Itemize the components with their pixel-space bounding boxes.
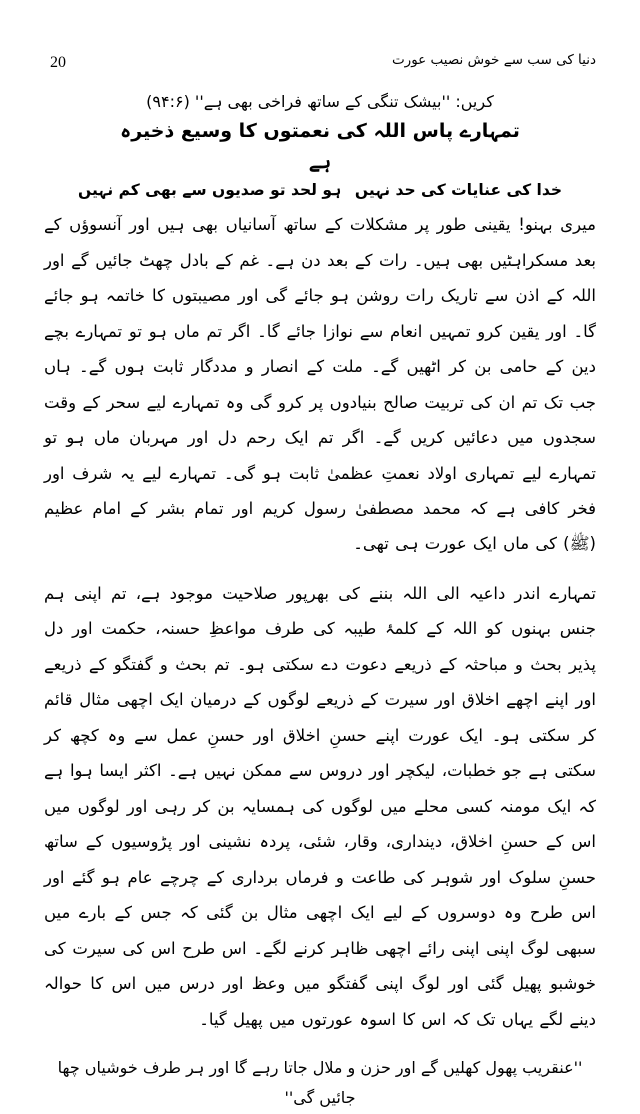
page-number: 20 [50, 54, 66, 71]
closing-quote: ''عنقریب پھول کھلیں گے اور حزن و ملال جاتا رہے گا اور ہر طرف خوشیاں چھا جائیں گی'' [57, 1058, 583, 1108]
page-header [44, 52, 596, 78]
section-heading-line-1: تمہارے پاس اللہ کی نعمتوں کا وسیع ذخیرہ [120, 120, 520, 143]
couplet-second-hemistich: ہو لحد تو صدیوں سے بھی کم نہیں [78, 181, 342, 200]
running-title: دنیا کی سب سے خوش نصیب عورت [391, 52, 596, 68]
paragraph-1: میری بہنو! یقینی طور پر مشکلات کے ساتھ آسانیاں بھی ہیں اور آنسوؤں کے بعد مسکراہٹیں بھی ہیں۔ رات کے بعد دن ہے۔ غم کے بادل چھٹ جائیں گے اور اللہ کے اذن سے تاریک رات روشن ہو جائے گی اور مصیبتوں کا خاتمہ ہو جائے گا۔ اور یقین کرو تمہیں انعام سے نوازا جائے گا۔ اگر تم ماں ہو تو تمہارے بچے دین کے حامی بن کر اٹھیں گے۔ ملت کے انصار و مددگار ثابت ہوں گے۔ ہاں جب تک تم ان کی تربیت صالح بنیادوں پر کرو گی وہ تمہارے لیے سحر کے وقت سجدوں میں دعائیں کریں گے۔ اگر تم ایک رحم دل اور مہربان ماں ہو تو تمہارے لیے تمہاری اولاد نعمتِ عظمیٰ ثابت ہو گی۔ تمہارے لیے یہ شرف اور فخر کافی ہے کہ محمد مصطفیٰ رسول کریم اور تمام بشر کے امام عظیم (ﷺ) کی ماں ایک عورت ہی تھی۔ [44, 215, 596, 554]
ayah-reference-line: کریں: ''بیشک تنگی کے ساتھ فراخی بھی ہے'' (۹۴:۶) [146, 92, 494, 111]
page-content [44, 88, 596, 1114]
section-heading-line-2: ہے [308, 150, 332, 173]
paragraph-2: تمہارے اندر داعیہ الی اللہ بننے کی بھرپور صلاحیت موجود ہے، تم اپنی ہم جنس بہنوں کو اللہ کے کلمۂ طیبہ کی طرف مواعظِ حسنہ، حکمت اور دل پذیر بحث و مباحثہ کے ذریعے دعوت دے سکتی ہو۔ تم بحث و گفتگو کے ذریعے اور اپنے اچھے اخلاق اور سیرت کے ذریعے لوگوں کے درمیان ایک اچھی مثال قائم کر سکتی ہو۔ ایک عورت اپنے حسنِ اخلاق اور حسنِ عمل سے وہ کچھ کر سکتی ہے جو خطبات، لیکچر اور دروس سے ممکن نہیں ہے۔ اکثر ایسا ہوا ہے کہ ایک مومنہ کسی محلے میں لوگوں کی ہمسایہ بن کر رہی اور لوگوں میں اس کے حسنِ اخلاق، دینداری، وقار، شئی، پردہ نشینی اور پڑوسیوں کے ساتھ حسنِ سلوک اور شوہر کی طاعت و فرماں برداری کے چرچے عام ہو گئے اور اس طرح وہ دوسروں کے لیے ایک اچھی مثال بن گئی کہ جس کے بارے میں سبھی لوگ اپنی اپنی رائے اچھی ظاہر کرنے لگے۔ اس طرح اس کی سیرت کی خوشبو پھیل گئی اور لوگ اپنی گفتگو میں وعظ اور درس میں اس کا حوالہ دینے لگے یہاں تک کہ اس کا اسوہ عورتوں میں پھیل گیا۔ [44, 583, 596, 1029]
verse-couplet [44, 179, 596, 201]
couplet-first-hemistich: خدا کی عنایات کی حد نہیں [354, 181, 562, 200]
